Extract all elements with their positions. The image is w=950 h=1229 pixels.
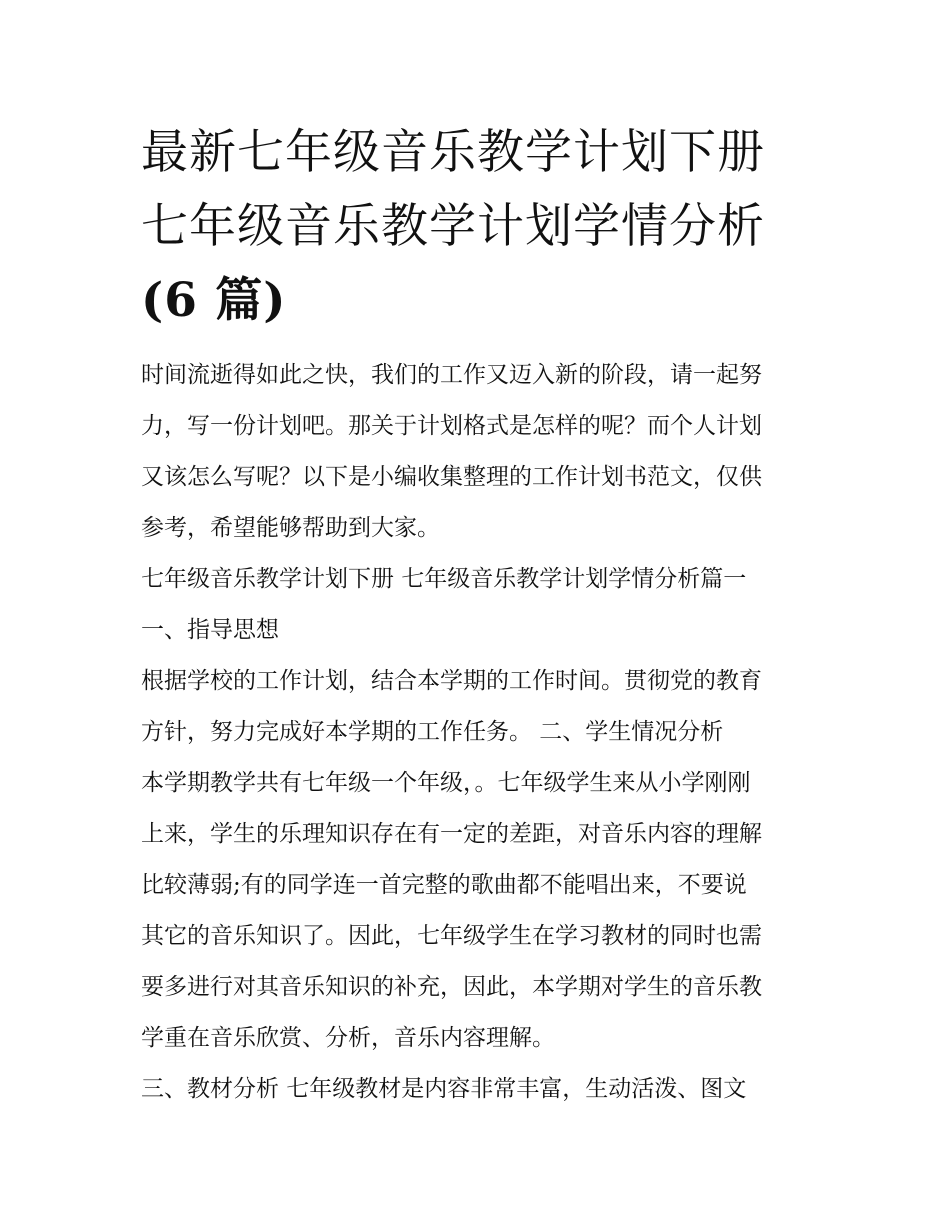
body-line-12: 学重在音乐欣赏、分析，音乐内容理解。 (141, 1025, 555, 1051)
body-line-6: 方针，努力完成好本学期的工作任务。 二、学生情况分析 (141, 719, 724, 745)
body-line-13: 三、教材分析 七年级教材是内容非常丰富，生动活泼、图文 (141, 1076, 747, 1102)
body-line-11: 要多进行对其音乐知识的补充，因此，本学期对学生的音乐教 (141, 974, 762, 1000)
title-line-2: 七年级音乐教学计划学情分析 (141, 199, 765, 254)
body-line-8: 上来，学生的乐理知识存在有一定的差距，对音乐内容的理解 (141, 821, 762, 847)
body-line-9: 比较薄弱;有的同学连一首完整的歌曲都不能唱出来，不要说 (141, 872, 747, 898)
title-line-1: 最新七年级音乐教学计划下册 (141, 125, 765, 180)
body-line-7: 本学期教学共有七年级一个年级，。七年级学生来从小学刚刚 (141, 770, 751, 796)
body-line-5: 根据学校的工作计划，结合本学期的工作时间。贯彻党的教育 (141, 668, 762, 694)
document-title (141, 116, 821, 338)
document-body (141, 350, 821, 1115)
body-line-3: 又该怎么写呢？以下是小编收集整理的工作计划书范文，仅供 (141, 464, 762, 490)
section-heading-1: 七年级音乐教学计划下册 七年级音乐教学计划学情分析篇一 (141, 566, 747, 592)
body-line-1: 时间流逝得如此之快，我们的工作又迈入新的阶段，请一起努 (141, 362, 762, 388)
document-content (141, 116, 821, 1115)
body-line-10: 其它的音乐知识了。因此，七年级学生在学习教材的同时也需 (141, 923, 762, 949)
subsection-heading-1: 一、指导思想 (141, 617, 279, 643)
body-line-2: 力，写一份计划吧。那关于计划格式是怎样的呢？而个人计划 (141, 413, 762, 439)
title-line-3: (6 篇) (141, 273, 287, 328)
body-line-4: 参考，希望能够帮助到大家。 (141, 515, 440, 541)
